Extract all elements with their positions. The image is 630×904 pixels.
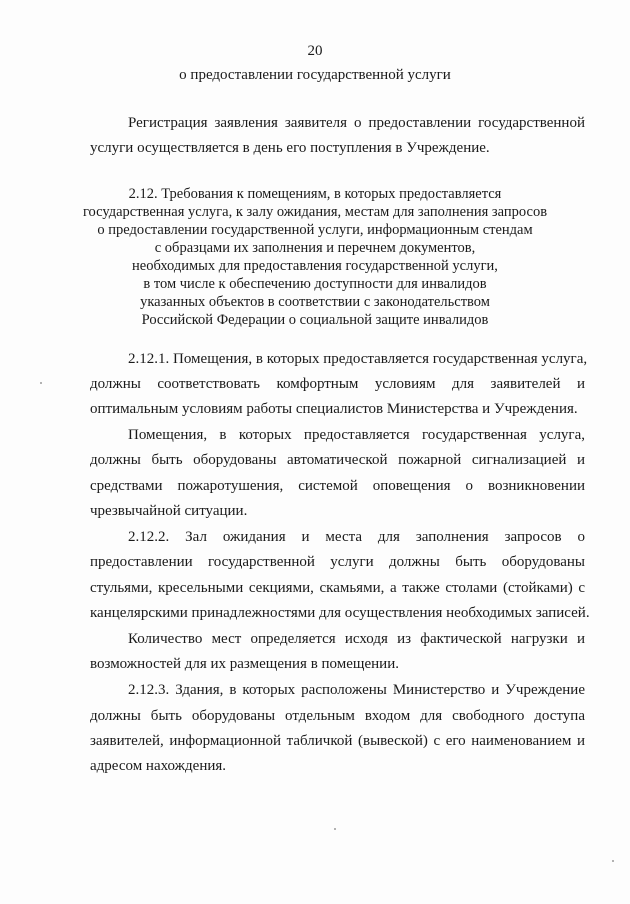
paragraph-5-line-3: заявителей, информационной табличкой (вывеской) с его наименованием и	[90, 733, 585, 749]
intro-line-1: Регистрация заявления заявителя о предоставлении государственной	[128, 115, 585, 131]
paragraph-5-line-2: должны быть оборудованы отдельным входом для свободного доступа	[90, 708, 585, 724]
section-heading-line-1: 2.12. Требования к помещениям, в которых предоставляется	[128, 186, 502, 202]
paragraph-2-line-1: Помещения, в которых предоставляется государственная услуга,	[128, 427, 585, 443]
paragraph-5-line-1: 2.12.3. Здания, в которых расположены Министерство и Учреждение	[128, 682, 585, 698]
paragraph-3-line-2: предоставлении государственной услуги должны быть оборудованы	[90, 554, 585, 570]
scan-speck	[612, 860, 614, 862]
section-heading-line-2: государственная услуга, к залу ожидания, местам для заполнения запросов	[82, 204, 548, 220]
running-header: о предоставлении государственной услуги	[179, 67, 451, 83]
paragraph-2-line-3: средствами пожаротушения, системой оповещения о возникновении	[90, 478, 585, 494]
paragraph-3-line-4: канцелярскими принадлежностями для осуществления необходимых записей.	[90, 605, 590, 621]
paragraph-1-line-3: оптимальным условиям работы специалистов Министерства и Учреждения.	[90, 401, 578, 417]
paragraph-5-line-4: адресом нахождения.	[90, 758, 227, 774]
paragraph-4-line-2: возможностей для их размещения в помещении.	[90, 656, 399, 672]
paragraph-4-line-1: Количество мест определяется исходя из фактической нагрузки и	[128, 631, 585, 647]
paragraph-2-line-2: должны быть оборудованы автоматической пожарной сигнализацией и	[90, 452, 585, 468]
paragraph-3-line-3: стульями, кресельными секциями, скамьями, а также столами (стойками) с	[90, 580, 585, 596]
page-number: 20	[307, 43, 323, 59]
scan-speck	[334, 828, 336, 830]
intro-line-2: услуги осуществляется в день его поступления в Учреждение.	[90, 140, 490, 156]
section-heading-line-6: в том числе к обеспечению доступности для инвалидов	[143, 276, 487, 292]
section-heading-line-3: о предоставлении государственной услуги, информационным стендам	[97, 222, 533, 238]
section-heading-line-5: необходимых для предоставления государственной услуги,	[132, 258, 498, 274]
paragraph-1-line-2: должны соответствовать комфортным условиям для заявителей и	[90, 376, 585, 392]
paragraph-1-line-1: 2.12.1. Помещения, в которых предоставляется государственная услуга,	[128, 351, 588, 367]
section-heading-line-4: с образцами их заполнения и перечнем документов,	[154, 240, 476, 256]
paragraph-2-line-4: чрезвычайной ситуации.	[90, 503, 248, 519]
section-heading-line-7: указанных объектов в соответствии с законодательством	[140, 294, 490, 310]
scan-speck	[40, 382, 42, 384]
section-heading-line-8: Российской Федерации о социальной защите инвалидов	[141, 312, 489, 328]
paragraph-3-line-1: 2.12.2. Зал ожидания и места для заполнения запросов о	[128, 529, 585, 545]
